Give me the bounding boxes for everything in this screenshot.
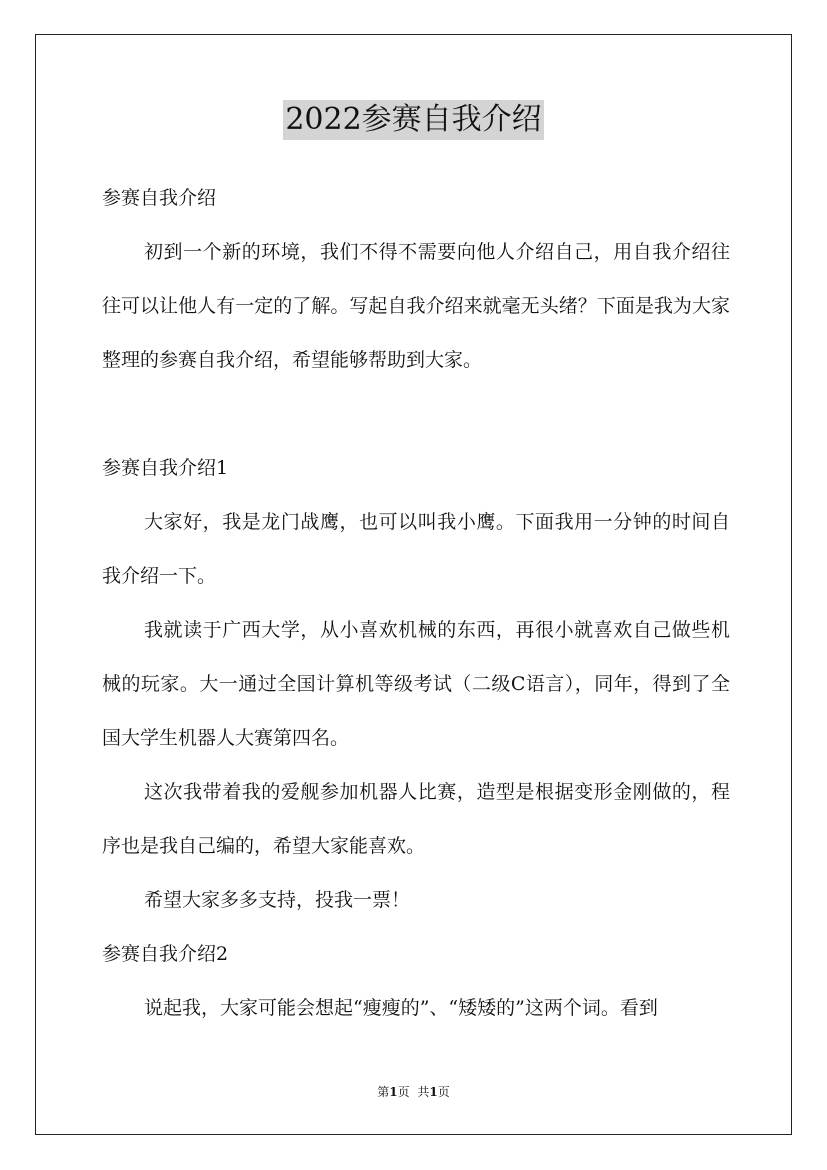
page-footer [0,1084,827,1100]
heading-intro: 参赛自我介绍 [102,187,217,209]
paragraph-gap [102,387,730,441]
document-title-container [0,100,827,140]
section2-heading: 参赛自我介绍2 [102,943,229,965]
intro-paragraph: 初到一个新的环境，我们不得不需要向他人介绍自己，用自我介绍往往可以让他人有一定的了解。写起自我介绍来就毫无头绪？下面是我为大家整理的参赛自我介绍，希望能够帮助到大家。 [102,241,730,371]
footer-page-number: 1 [389,1085,398,1099]
footer-total-prefix: 共 [417,1085,430,1099]
footer-total-suffix: 页 [437,1085,450,1099]
footer-total-number: 1 [429,1085,438,1099]
section1-heading: 参赛自我介绍1 [102,457,229,479]
footer-page-prefix: 第 [377,1085,390,1099]
section1-paragraph-3: 这次我带着我的爱舰参加机器人比赛，造型是根据变形金刚做的，程序也是我自己编的，希望大家能喜欢。 [102,781,730,857]
section2-paragraph-1: 说起我，大家可能会想起“瘦瘦的”、“矮矮的”这两个词。看到 [144,997,658,1019]
document-title: 2022参赛自我介绍 [283,100,543,140]
document-body [102,171,730,1035]
section1-paragraph-1: 大家好，我是龙门战鹰，也可以叫我小鹰。下面我用一分钟的时间自我介绍一下。 [102,511,730,587]
section1-paragraph-2: 我就读于广西大学，从小喜欢机械的东西，再很小就喜欢自己做些机械的玩家。大一通过全国计算机等级考试（二级C语言），同年，得到了全国大学生机器人大赛第四名。 [102,619,730,749]
footer-page-suffix: 页 [397,1085,410,1099]
section1-paragraph-4: 希望大家多多支持，投我一票！ [144,889,411,911]
